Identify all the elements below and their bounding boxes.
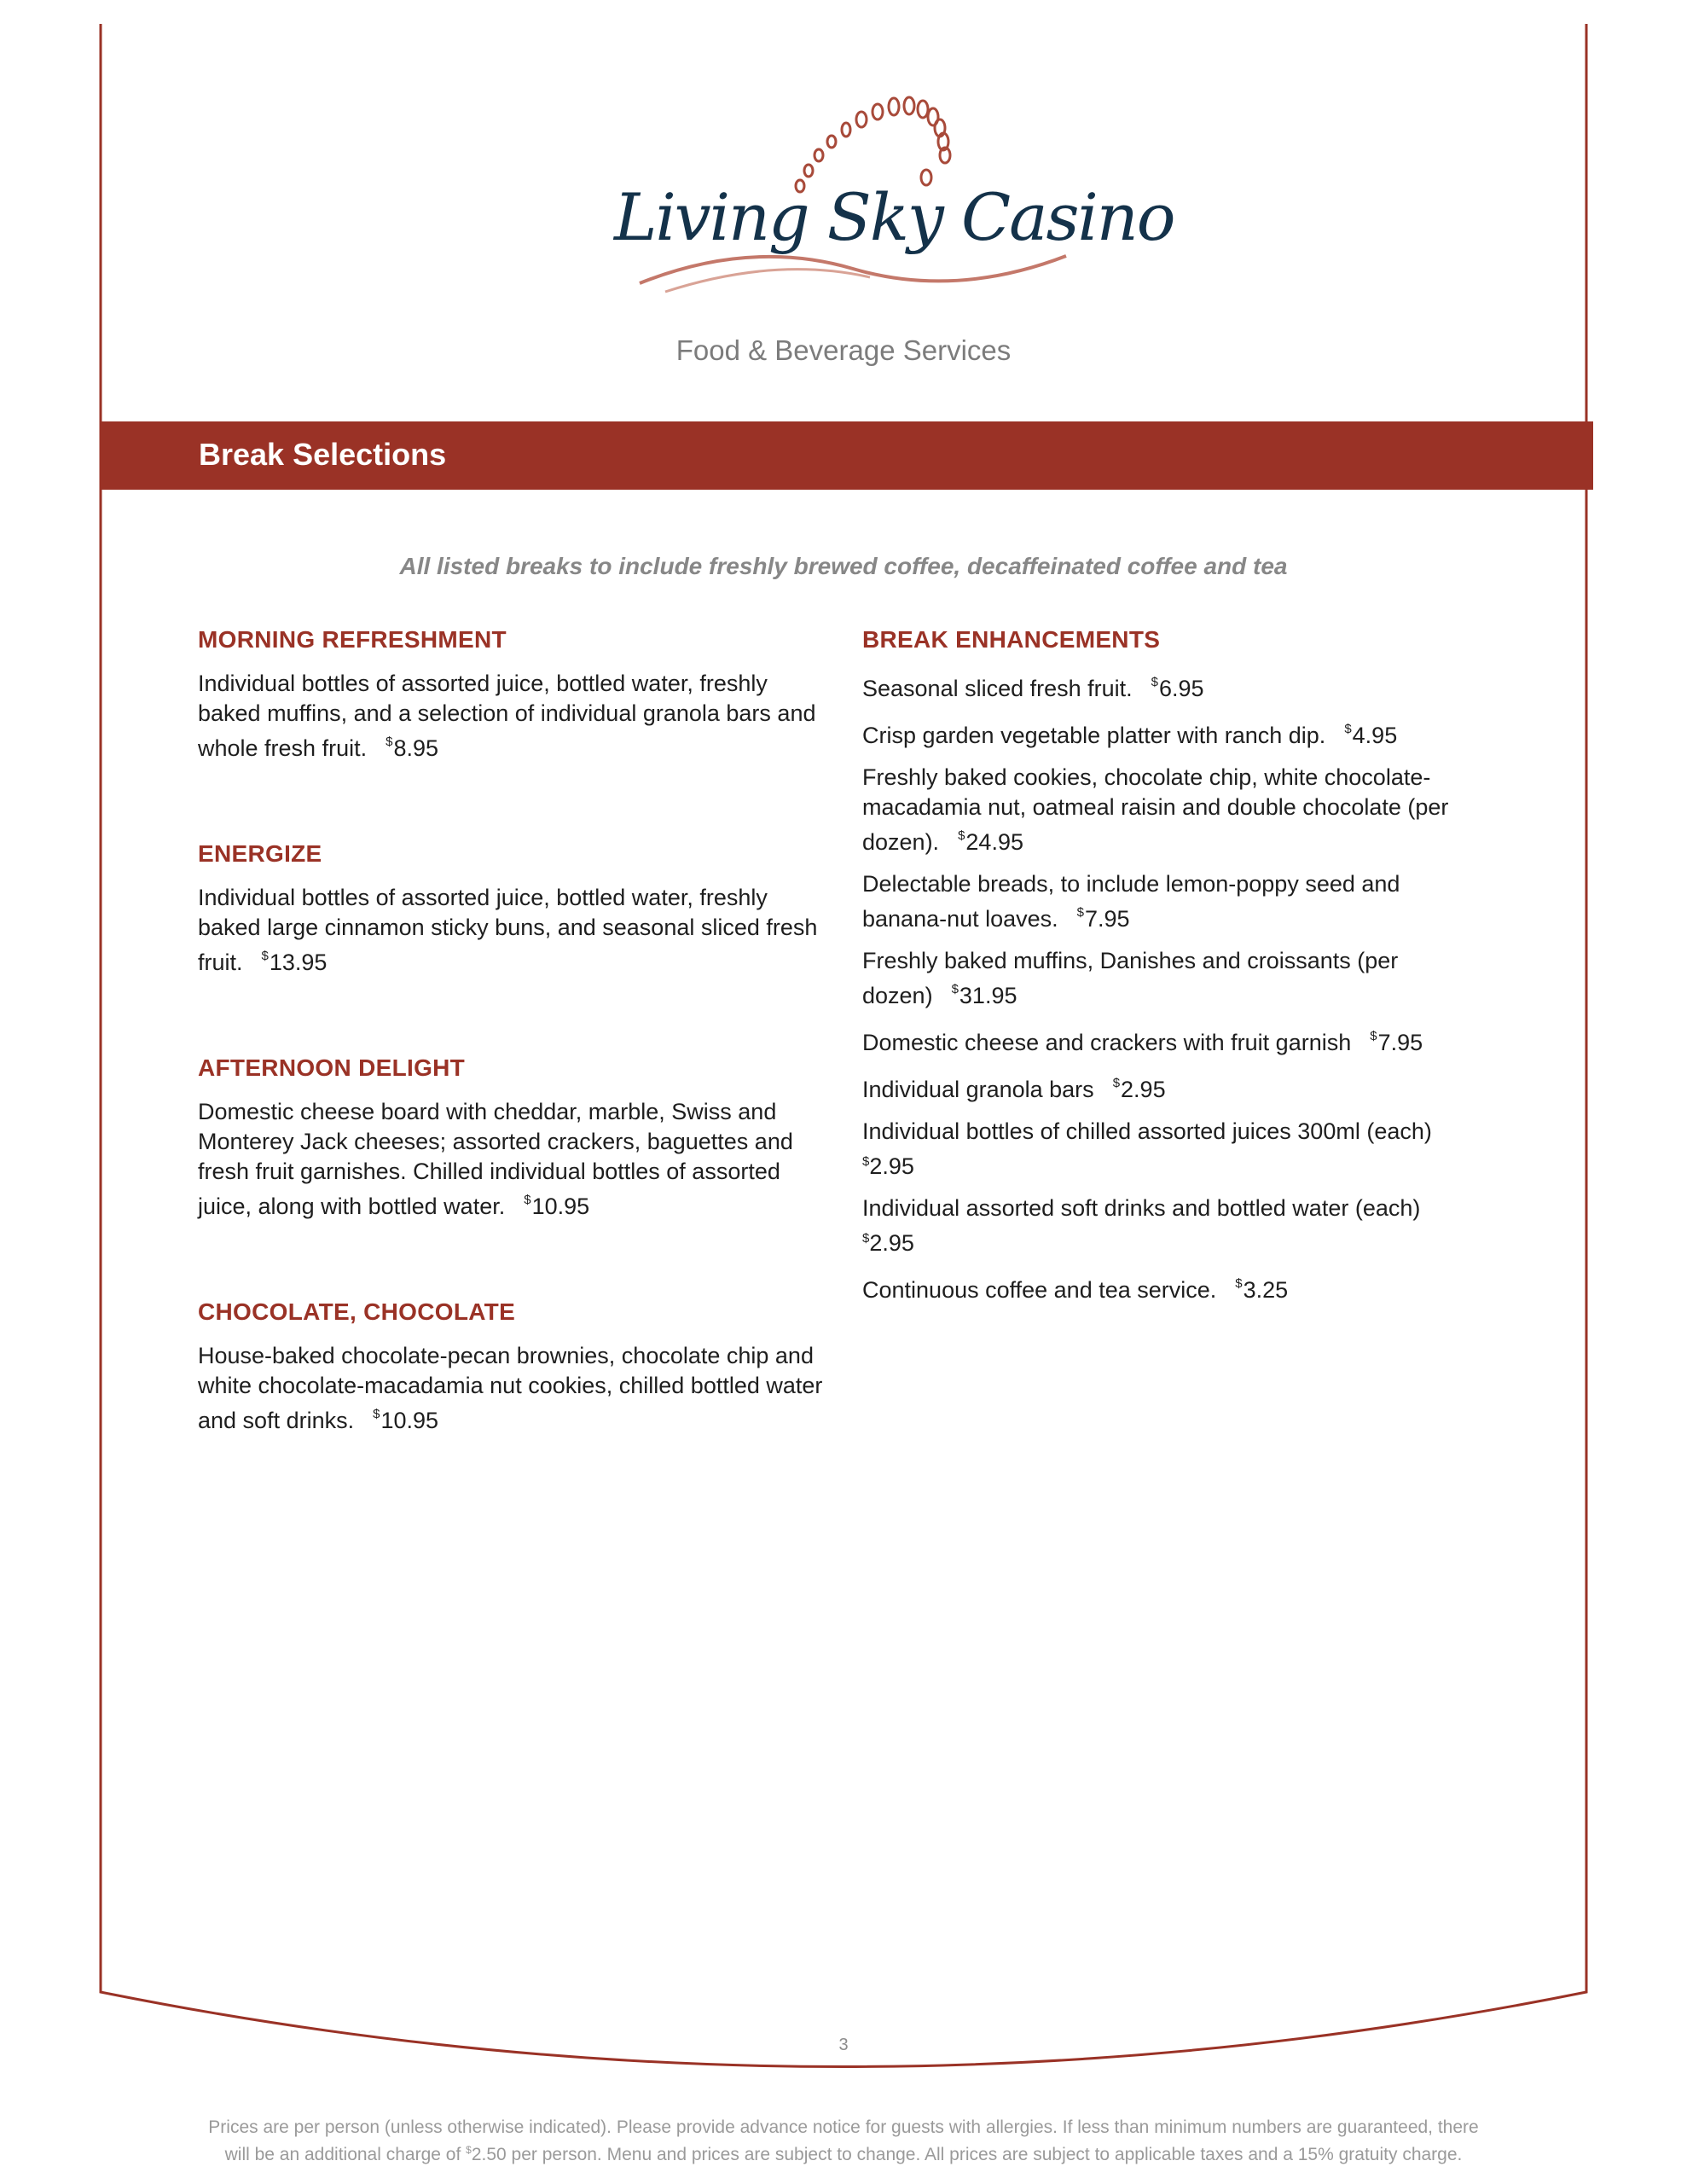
list-item: Freshly baked cookies, chocolate chip, white chocolate-macadamia nut, oatmeal raisin and double chocolate (per dozen). $24.95 (862, 764, 1449, 855)
intro-note: All listed breaks to include freshly brewed coffee, decaffeinated coffee and tea (399, 553, 1288, 579)
price: $3.25 (1235, 1276, 1289, 1303)
section-description: Domestic cheese board with cheddar, marble, Swiss and Monterey Jack cheeses; assorted crackers, baguettes and fresh fruit garnishes. Chilled individual bottles of assorted juice, along with bottled water. $10.95 (198, 1099, 793, 1219)
price: $31.95 (951, 982, 1017, 1008)
list-item: Continuous coffee and tea service. $3.25 (862, 1276, 1289, 1303)
subtitle: Food & Beverage Services (675, 334, 1012, 366)
price: $13.95 (261, 949, 328, 975)
price: $2.95 (1112, 1076, 1166, 1102)
section-heading: AFTERNOON DELIGHT (198, 1054, 466, 1081)
section-heading: BREAK ENHANCEMENTS (862, 626, 1161, 653)
price: $7.95 (1370, 1029, 1423, 1055)
break-section (198, 840, 829, 978)
list-item: Individual assorted soft drinks and bottled water (each) $2.95 (862, 1195, 1421, 1256)
section-heading: ENERGIZE (198, 840, 322, 867)
page-title: Break Selections (199, 437, 447, 472)
list-item: Individual bottles of chilled assorted juices 300ml (each) $2.95 (862, 1118, 1432, 1179)
brand-logo (614, 94, 1174, 316)
price: $10.95 (373, 1407, 439, 1433)
section-description: Individual bottles of assorted juice, bottled water, freshly baked muffins, and a selection of individual granola bars and whole fresh fruit. $8.95 (198, 671, 816, 761)
section-heading: MORNING REFRESHMENT (198, 626, 507, 653)
page-number: 3 (838, 2036, 849, 2054)
list-item: Freshly baked muffins, Danishes and croissants (per dozen) $31.95 (862, 948, 1399, 1008)
price: $4.95 (1344, 722, 1398, 748)
list-item: Crisp garden vegetable platter with ranch dip. $4.95 (862, 722, 1398, 748)
list-item: Seasonal sliced fresh fruit. $6.95 (862, 675, 1204, 701)
logo-wordmark: Living Sky Casino (614, 179, 1174, 255)
price: $10.95 (524, 1193, 590, 1219)
section-heading: CHOCOLATE, CHOCOLATE (198, 1298, 516, 1325)
price: $2.95 (862, 1153, 914, 1179)
break-section (198, 626, 829, 764)
section-description: Individual bottles of assorted juice, bottled water, freshly baked large cinnamon sticky buns, and seasonal sliced fresh fruit. $13.95 (198, 885, 818, 975)
section-banner (101, 421, 1593, 490)
list-item: Delectable breads, to include lemon-poppy seed and banana-nut loaves. $7.95 (862, 871, 1400, 932)
section-description: House-baked chocolate-pecan brownies, chocolate chip and white chocolate-macadamia nut cookies, chilled bottled water and soft drinks. $10.95 (198, 1343, 823, 1433)
list-item: Domestic cheese and crackers with fruit garnish $7.95 (862, 1029, 1423, 1055)
list-item: Individual granola bars $2.95 (862, 1076, 1166, 1102)
footer-disclaimer: Prices are per person (unless otherwise indicated). Please provide advance notice for guests with allergies. If less than minimum numbers are guaranteed, there will be an additional charge of $2.50 per person. Menu and prices are subject to change. All prices are subject to applicable taxes and a 15% gratuity charge. (208, 2117, 1479, 2164)
break-section (198, 1298, 829, 1436)
break-section (198, 1054, 829, 1222)
price: $8.95 (386, 735, 438, 761)
price: $2.95 (862, 1230, 914, 1256)
price: $7.95 (1076, 905, 1130, 932)
price: $24.95 (958, 828, 1023, 855)
price: $6.95 (1151, 675, 1204, 701)
break-packages-column (198, 626, 829, 1513)
break-enhancements-column (862, 626, 1476, 1317)
